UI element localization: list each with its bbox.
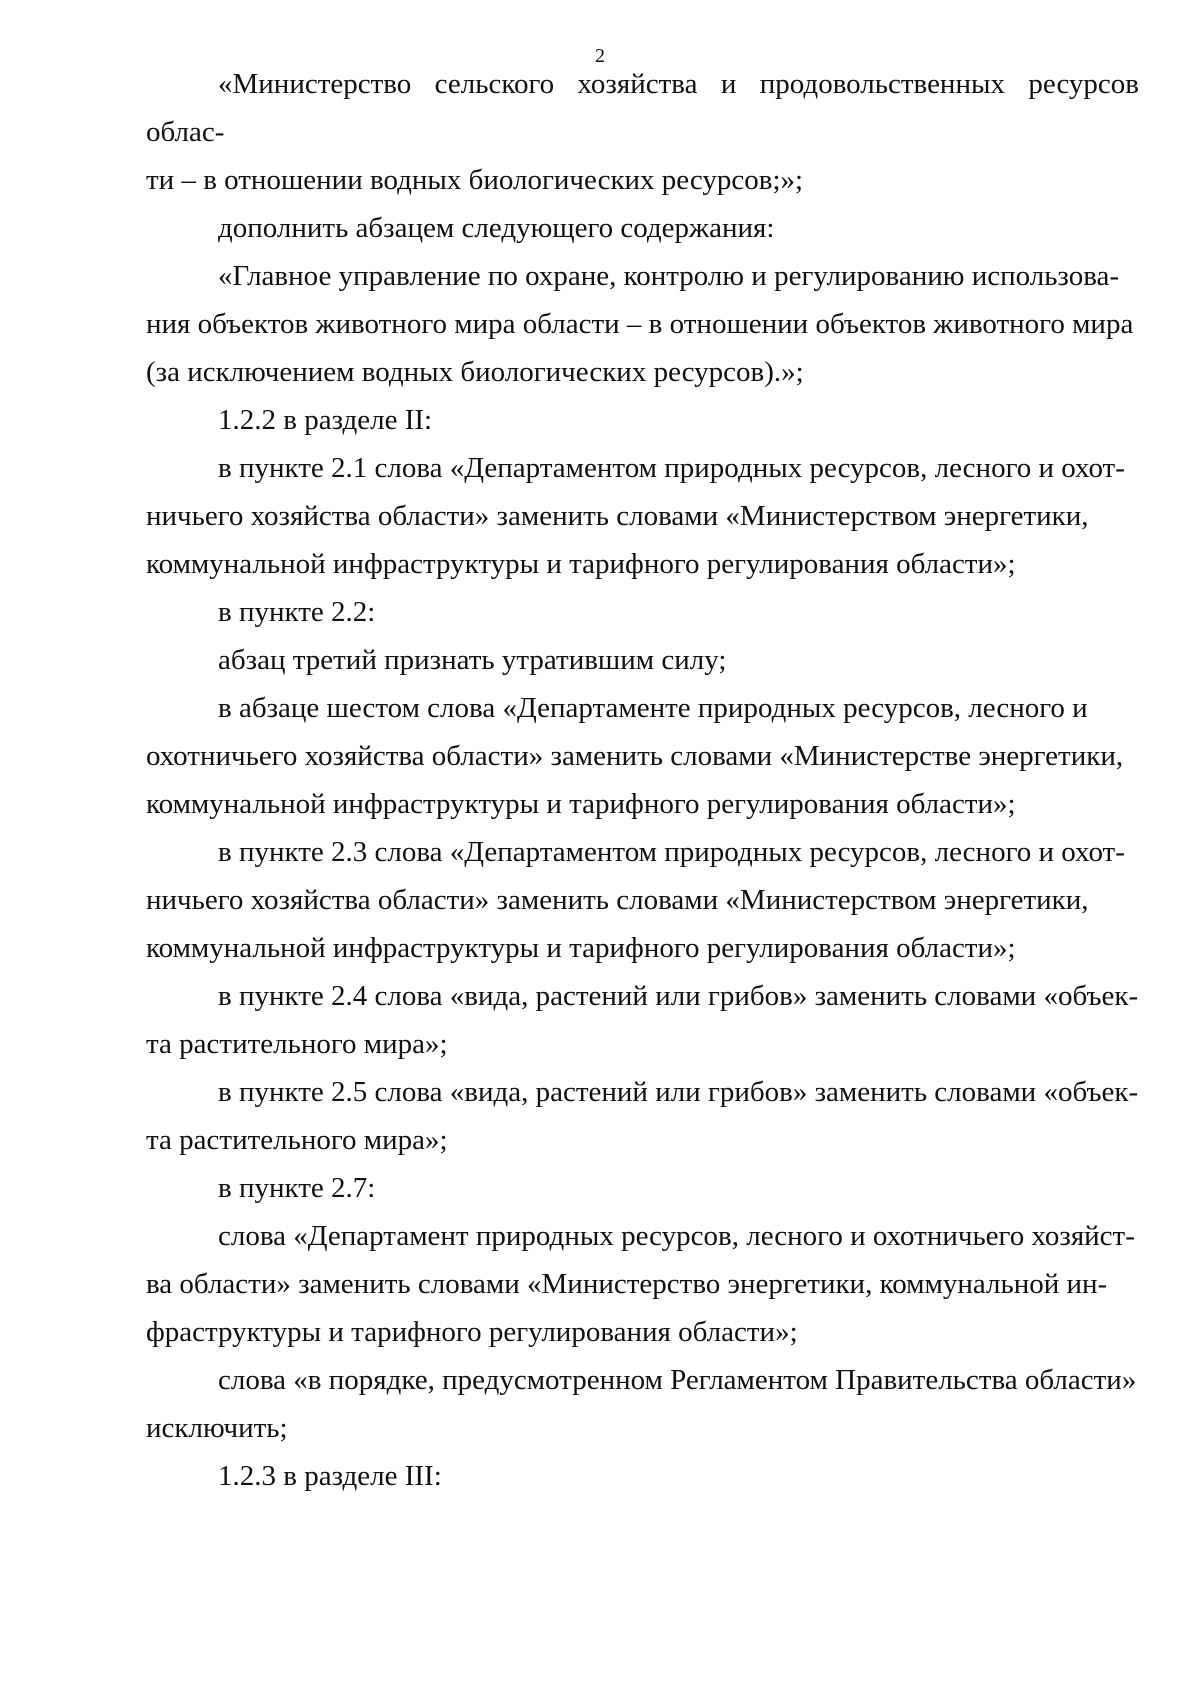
paragraph-clause-2-2: в пункте 2.2: [218,596,376,628]
document-body [146,60,1139,1500]
paragraph-clause-2-4: в пункте 2.4 слова «вида, растений или грибов» заменить словами «объек- та растительного мира»; [146,980,1139,1060]
paragraph-department-words: слова «Департамент природных ресурсов, лесного и охотничьего хозяйст- ва области» заменить словами «Министерство энергетики, коммунальной ин- фраструктуры и тарифного регулирования области»; [146,1220,1135,1348]
paragraph-ministry-agriculture-quote: «Министерство сельского хозяйства и продовольственных ресурсов облас- ти – в отношении водных биологических ресурсов;»; [146,68,1139,196]
paragraph-add-clause: дополнить абзацем следующего содержания: [218,212,775,244]
paragraph-section-2-heading: 1.2.2 в разделе II: [218,404,433,436]
paragraph-sixth-clause: в абзаце шестом слова «Департаменте природных ресурсов, лесного и охотничьего хозяйства области» заменить словами «Министерстве энергетики, коммунальной инфраструктуры и тарифного регулирования области»; [146,692,1124,820]
paragraph-main-directorate-quote: «Главное управление по охране, контролю и регулированию использова- ния объектов животного мира области – в отношении объектов животного мира (за исключением водных биологических ресурсов).»; [146,260,1134,388]
paragraph-clause-2-1: в пункте 2.1 слова «Департаментом природных ресурсов, лесного и охот- ничьего хозяйства области» заменить словами «Министерством энергетики, коммунальной инфраструктуры и тарифного регулирования области»; [146,452,1125,580]
paragraph-clause-2-7: в пункте 2.7: [218,1172,376,1204]
paragraph-regulation-words: слова «в порядке, предусмотренном Регламентом Правительства области» исключить; [146,1364,1137,1444]
paragraph-clause-2-5: в пункте 2.5 слова «вида, растений или грибов» заменить словами «объек- та растительного мира»; [146,1076,1139,1156]
paragraph-clause-2-3: в пункте 2.3 слова «Департаментом природных ресурсов, лесного и охот- ничьего хозяйства области» заменить словами «Министерством энергетики, коммунальной инфраструктуры и тарифного регулирования области»; [146,836,1125,964]
paragraph-section-3-heading: 1.2.3 в разделе III: [218,1460,442,1492]
page-number: 2 [595,45,605,67]
paragraph-third-clause-void: абзац третий признать утратившим силу; [218,644,727,676]
